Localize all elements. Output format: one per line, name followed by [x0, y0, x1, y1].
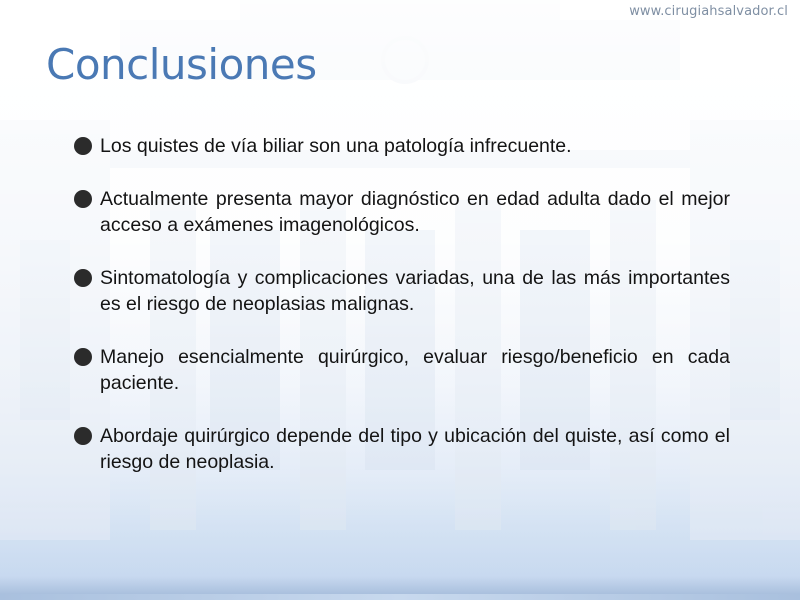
bullet-text: Sintomatología y complicaciones variadas, una de las más importantes es el riesgo de neoplasias malignas.: [100, 267, 730, 315]
bottom-band: [0, 594, 800, 600]
bullet-dot-icon: [72, 135, 94, 157]
bullet-item: [72, 133, 730, 159]
bullet-dot-icon: [72, 425, 94, 447]
slide-title: Conclusiones: [46, 40, 317, 89]
bullet-list: [72, 133, 730, 502]
bullet-item: [72, 265, 730, 317]
bullet-dot-icon: [72, 267, 94, 289]
bullet-text: Actualmente presenta mayor diagnóstico en edad adulta dado el mejor acceso a exámenes imagenológicos.: [100, 188, 730, 236]
bullet-text: Los quistes de vía biliar son una patología infrecuente.: [100, 135, 572, 157]
bullet-dot-icon: [72, 346, 94, 368]
bullet-item: [72, 423, 730, 475]
bullet-dot-icon: [72, 188, 94, 210]
bullet-item: [72, 186, 730, 238]
website-url: www.cirugiahsalvador.cl: [629, 4, 788, 19]
bullet-text: Manejo esencialmente quirúrgico, evaluar riesgo/beneficio en cada paciente.: [100, 346, 730, 394]
bullet-text: Abordaje quirúrgico depende del tipo y ubicación del quiste, así como el riesgo de neoplasia.: [100, 425, 730, 473]
bullet-item: [72, 344, 730, 396]
